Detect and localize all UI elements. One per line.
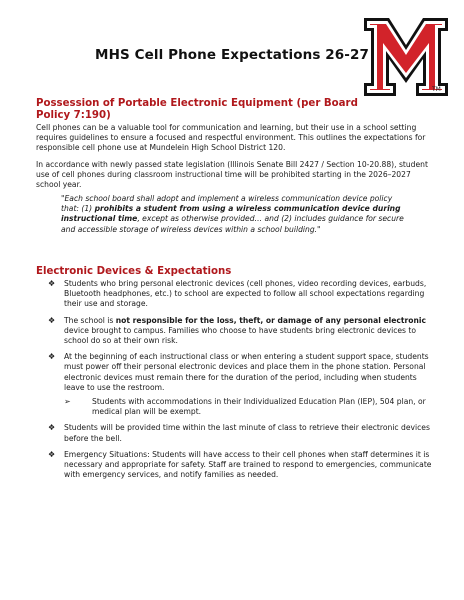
list-item-text: Students will be provided time within the last minute of class to retrieve their electronic devices before the bell. xyxy=(64,423,430,443)
quote-text-part2: , except as otherwise provided… and (2) includes guidance for secure and accessible storage of wireless devices within a school building." xyxy=(61,214,404,234)
list-item xyxy=(36,450,436,481)
legislation-quote xyxy=(61,194,406,235)
expectations-list xyxy=(36,279,436,480)
list-item-text: The school is xyxy=(64,315,116,325)
section-heading-possession: Possession of Portable Electronic Equipment (per Board Policy 7:190) xyxy=(36,98,358,121)
list-item-text: Students who bring personal electronic devices (cell phones, video recording devices, earbuds, Bluetooth headphones, etc.) to school are expected to follow all school expectations regarding their use and storage. xyxy=(64,279,427,309)
intro-paragraph: Cell phones can be a valuable tool for communication and learning, but their use in a school setting requires guidelines to ensure a focused and respectful environment. This outlines the expectations for responsible cell phone use at Mundelein High School District 120. xyxy=(36,123,426,153)
list-item xyxy=(36,352,436,393)
trademark-mark: TM xyxy=(432,86,441,93)
quote-text-part1: "Each school board shall adopt and implement a wireless communication device policy that: (1) xyxy=(61,194,393,214)
list-item-text: device brought to campus. Families who choose to have students bring electronic devices to school do so at their own risk. xyxy=(64,325,417,346)
sub-list-item-text: Students with accommodations in their Individualized Education Plan (IEP), 504 plan, or medical plan will be exempt. xyxy=(92,397,426,417)
list-item xyxy=(36,279,436,310)
diamond-bullet-icon: ❖ xyxy=(48,352,56,362)
legislation-paragraph: In accordance with newly passed state legislation (Illinois Senate Bill 2427 / Section 10-20.88), student use of cell phones during classroom instructional time will be prohibited starting in the 2026–2027 school year. xyxy=(36,160,428,190)
list-item xyxy=(36,423,436,443)
diamond-bullet-icon: ❖ xyxy=(48,315,56,325)
diamond-bullet-icon: ❖ xyxy=(48,423,56,433)
list-item xyxy=(36,316,436,347)
arrow-bullet-icon: ➢ xyxy=(64,397,71,407)
quote-bold-text: prohibits a student from using a wireless communication device during instructional time xyxy=(61,204,401,224)
section-heading-devices: Electronic Devices & Expectations xyxy=(36,266,232,277)
list-item-text: Emergency Situations: Students will have access to their cell phones when staff determines it is necessary and appropriate for safety. Staff are trained to respond to emergencies, communicate with emergency services, and notify families as needed. xyxy=(64,449,432,480)
page-title: MHS Cell Phone Expectations 26-27 xyxy=(95,47,369,63)
diamond-bullet-icon: ❖ xyxy=(48,449,56,459)
list-item-bold-text: not responsible for the loss, theft, or damage of any personal electronic xyxy=(115,315,426,325)
sub-list-item xyxy=(64,397,436,417)
diamond-bullet-icon: ❖ xyxy=(48,279,56,288)
list-item-text: At the beginning of each instructional class or when entering a student support space, students must power off their personal electronic devices and place them in the phone station. Personal electronic devices must remain there for the duration of the period, including when students leave to use the restroom. xyxy=(64,352,429,392)
